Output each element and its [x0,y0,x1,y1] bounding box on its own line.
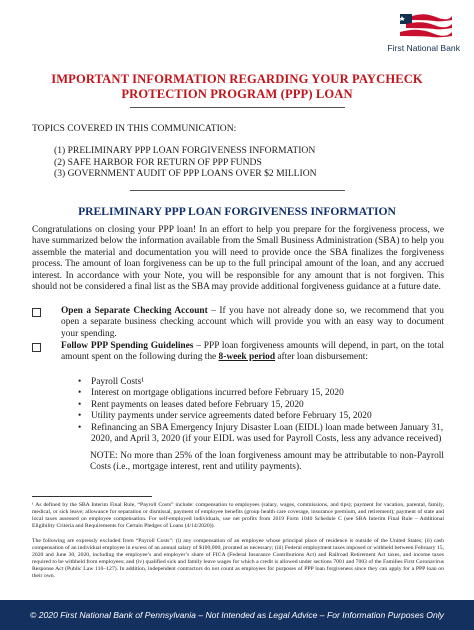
item-text: – If you have not already done so, we recommend that you open a separate business checking account which will provide you with an easy way to document your spending. [61,306,444,339]
footnote-exclusions: The following are expressly excluded from “Payroll Costs”: (i) any compensation of an employee whose principal place of residence is outside of the United States; (ii) cash compensation of an individual employee in excess of an annual salary of $100,000, prorated as necessary; (iii) Federal employment taxes imposed or withheld between February 15, 2020 and June 30, 2020, including the employee’s and employer’s share of FICA (Federal Insurance Contributions Act) and Railroad Retirement Act taxes, and income taxes required to be withheld from employees; and (iv) qualified sick and family leave wages for which a credit is allowed under sections 7001 and 7003 of the Families First Coronavirus Response Act (Public Law 116–127). In addition, independent contractors do not count as employees for purposes of PPP loan forgiveness since they can apply for a PPP loan on their own. [32,538,444,579]
checkbox-icon [32,308,41,317]
checklist-item-spending-guidelines [32,341,444,364]
item-lead: Follow PPP Spending Guidelines [61,341,194,351]
item-lead: Open a Separate Checking Account [61,306,208,316]
footnote-divider [32,496,152,497]
bank-name: First National Bank [387,43,460,53]
footer-banner: © 2020 First National Bank of Pennsylvania – Not Intended as Legal Advice – For Information Purposes Only [0,600,474,630]
list-item: • Utility payments under service agreements dated before February 15, 2020 [78,411,444,422]
item-text: – PPP loan forgiveness amounts will depend, in part, on the total amount spent on the following during the [61,341,444,363]
topics-heading: TOPICS COVERED IN THIS COMMUNICATION: [32,123,237,134]
topic-item: (3) GOVERNMENT AUDIT OF PPP LOANS OVER $2 MILLION [54,168,317,180]
list-item: • Payroll Costs¹ [78,377,444,388]
list-item: • Interest on mortgage obligations incurred before February 15, 2020 [78,388,444,399]
topics-list [54,145,317,180]
flag-logo-icon [394,12,452,42]
checklist-item-checking-account [32,306,444,340]
section-title: PRELIMINARY PPP LOAN FORGIVENESS INFORMATION [78,205,396,218]
title-line-1: IMPORTANT INFORMATION REGARDING YOUR PAYCHECK [51,72,423,86]
topic-item: (1) PRELIMINARY PPP LOAN FORGIVENESS INFORMATION [54,145,316,156]
eight-week-period: 8-week period [218,352,276,363]
topic-item: (2) SAFE HARBOR FOR RETURN OF PPP FUNDS [54,156,262,168]
intro-paragraph: Congratulations on closing your PPP loan! In an effort to help you prepare for the forgiveness process, we have summarized below the information available from the Small Business Administration (SBA) to help you assemble the material and documentation you will need to provide once the SBA finalizes the forgiveness process. The amount of loan forgiveness can be up to the full principal amount of the loan, and any accrued interest. In accordance with your Note, you will be responsible for any amount that is not forgiven. This should not be considered a final list as the SBA may provide additional forgiveness guidance at a future date. [32,225,444,293]
topics-divider [130,190,345,191]
checkbox-icon [32,343,41,352]
footnote-payroll-costs: ¹ As defined by the SBA Interim Final Rule, “Payroll Costs” include: compensation to employees (salary, wages, commissions, and tips); payment for vacation, parental, family, medical, or sick leave; allowance for separation or dismissal, payment of employee benefits (group health care coverage, insurance premium, and retirement); payment of state and local taxes assessed on employee compensation. For self-employed individuals, use net profits from 2019 Form 1040 Schedule C (see SBA Interim Final Rule – Additional Eligibility Criteria and Requirements for Certain Pledges of Loans (4/14/2020)). [32,502,444,529]
note-paragraph: NOTE: No more than 25% of the loan forgiveness amount may be attributable to non-Payroll Costs (i.e., mortgage interest, rent and utility payments). [90,451,444,473]
title-divider [130,107,345,108]
list-item: • Refinancing an SBA Emergency Injury Disaster Loan (EIDL) loan made between January 31, 2020, and April 3, 2020 (if your EIDL was used for Payroll Costs, less any advance received) [78,423,444,446]
title-line-2: PROTECTION PROGRAM (PPP) LOAN [121,87,353,101]
item-text-after: after loan disbursement: [275,352,368,363]
bank-logo [360,12,460,53]
eligible-costs-list [78,377,444,445]
document-title [20,72,454,102]
list-item: • Rent payments on leases dated before February 15, 2020 [78,400,444,411]
